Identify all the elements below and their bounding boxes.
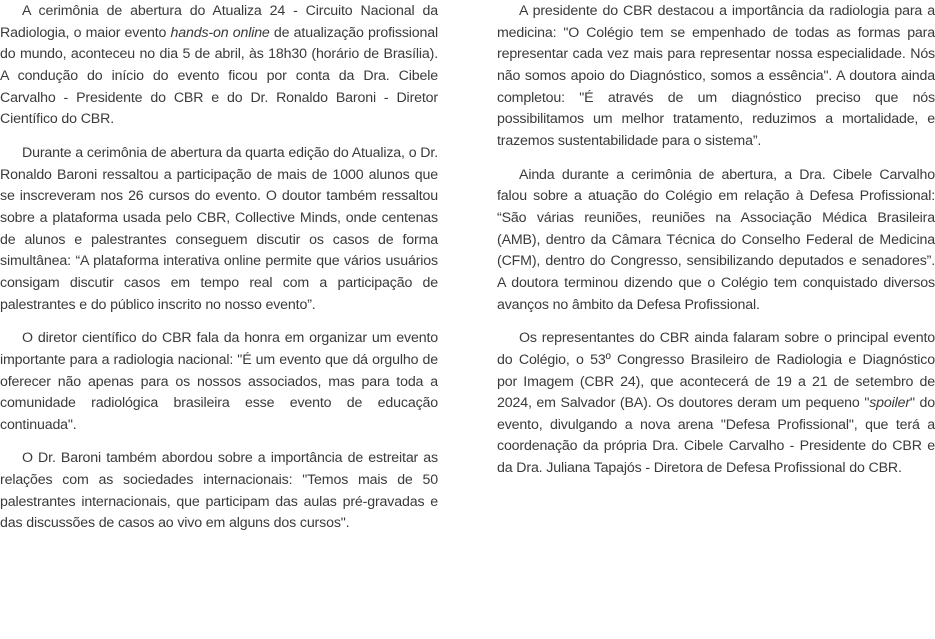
paragraph-baroni-participation: Durante a cerimônia de abertura da quarta edição do Atualiza, o Dr. Ronaldo Baroni ressaltou a participação de mais de 1000 alunos que se inscreveram nos 26 cursos do evento. O doutor também ressaltou sobre a plataforma usada pelo CBR, Collective Minds, onde centenas de alunos e palestrantes conseguem discutir os casos de forma simultânea: “A plataforma interativa online permite que vários usuários consigam discutir casos em tempo real com a participação de palestrantes e do público inscrito no nosso evento”. [0,144,438,313]
paragraph-text: " do evento, divulgando a nova arena "Defesa Profissional", que terá a coordenação da própria Dra. Cibele Carvalho - Presidente do CBR e da Dra. Juliana Tapajós - Diretora de Defesa Profissional do CBR. [497,395,935,477]
paragraph-text: A cerimônia de abertura do Atualiza 24 - Circuito Nacional da Radiologia, o maior evento [0,3,438,41]
emphasis-text: spoiler [869,395,910,412]
article-left-column [0,1,438,547]
emphasis-text: hands-on online [170,24,270,41]
paragraph-president-radiology: A presidente do CBR destacou a importância da radiologia para a medicina: "O Colégio tem se empenhado de todas as formas para representar cada vez mais para representar nossa especialidade. Nós não somos apoio do Diagnóstico, somos a essência". A doutora ainda completou: "É através de um diagnóstico preciso que nós possibilitamos um melhor tratamento, reduzimos a mortalidade, e trazemos sustentabilidade para o sistema”. [497,3,935,149]
paragraph-text: Os representantes do CBR ainda falaram sobre o principal evento do Colégio, o 53º Congresso Brasileiro de Radiologia e Diagnóstico por Imagem (CBR 24), que acontecerá de 19 a 21 de setembro de 2024, em Salvador (BA). Os doutores deram um pequeno " [497,330,935,412]
paragraph-international-relations: O Dr. Baroni também abordou sobre a importância de estreitar as relações com as sociedades internacionais: "Temos mais de 50 palestrantes internacionais, que participam das aulas pré-gravadas e das discussões de casos ao vivo em alguns dos cursos". [0,450,438,532]
paragraph-cbr24-congress [497,328,935,480]
paragraph-professional-defense: Ainda durante a cerimônia de abertura, a Dra. Cibele Carvalho falou sobre a atuação do Colégio em relação à Defesa Profissional: “São várias reuniões, reuniões na Associação Médica Brasileira (AMB), dentro da Câmara Técnica do Conselho Federal de Medicina (CFM), dentro do Congresso, sensibilizando deputados e senadores”. A doutora terminou dizendo que o Colégio tem conquistado diversos avanços no âmbito da Defesa Profissional. [497,166,935,313]
paragraph-scientific-director: O diretor científico do CBR fala da honra em organizar um evento importante para a radiologia nacional: "É um evento que dá orgulho de oferecer não apenas para os nossos associados, mas para toda a comunidade radiológica brasileira esse evento de educação continuada". [0,330,438,433]
paragraph-text: de atualização profissional do mundo, aconteceu no dia 5 de abril, às 18h30 (horário de Brasília). A condução do início do evento ficou por conta da Dra. Cibele Carvalho - Presidente do CBR e do Dr. Ronaldo Baroni - Diretor Científico do CBR. [0,24,439,128]
paragraph-opening-ceremony [0,1,438,131]
article-right-column [497,1,935,492]
